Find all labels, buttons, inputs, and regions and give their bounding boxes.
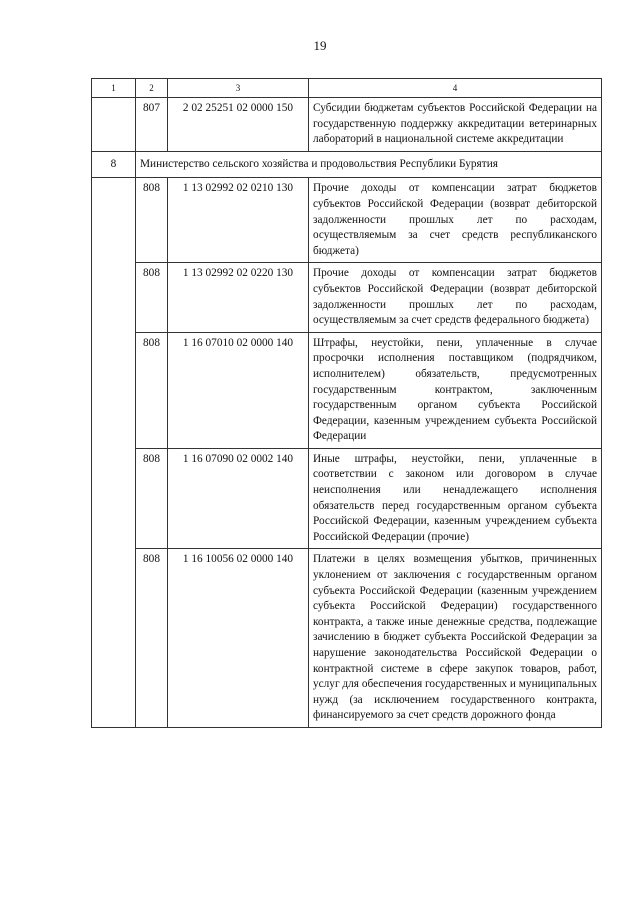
row-number-cell — [92, 448, 136, 549]
header-col-3: 3 — [168, 79, 309, 98]
admin-code: 807 — [136, 98, 168, 152]
page-number: 19 — [313, 38, 327, 53]
header-col-4: 4 — [309, 79, 602, 98]
section-number: 8 — [92, 151, 136, 178]
row-number-cell — [92, 98, 136, 152]
revenue-description: Субсидии бюджетам субъектов Российской Федерации на государственную поддержку аккредитации ветеринарных лабораторий в национальной системе аккредитации — [309, 98, 602, 152]
section-row — [92, 151, 602, 178]
revenue-code: 1 13 02992 02 0210 130 — [168, 178, 309, 263]
table-header-row — [92, 79, 602, 98]
section-title: Министерство сельского хозяйства и продовольствия Республики Бурятия — [136, 151, 602, 178]
table-row — [92, 263, 602, 332]
revenue-code: 1 16 07090 02 0002 140 — [168, 448, 309, 549]
admin-code: 808 — [136, 448, 168, 549]
revenue-description: Прочие доходы от компенсации затрат бюджетов субъектов Российской Федерации (возврат дебиторской задолженности прошлых лет по расходам, осуществляемым за счет средств федерального бюджета) — [309, 263, 602, 332]
table-row — [92, 549, 602, 728]
revenue-description: Иные штрафы, неустойки, пени, уплаченные в соответствии с законом или договором в случае неисполнения или ненадлежащего исполнения обязательств перед государственным органом субъекта Российской Федерации, казенным учреждением субъекта Российской Федерации (прочие) — [309, 448, 602, 549]
admin-code: 808 — [136, 549, 168, 728]
table-row — [92, 98, 602, 152]
admin-code: 808 — [136, 332, 168, 448]
row-number-cell — [92, 549, 136, 728]
revenue-codes-table — [91, 78, 602, 728]
revenue-description: Платежи в целях возмещения убытков, причиненных уклонением от заключения с государственным органом субъекта Российской Федерации (казенным учреждением субъекта Российской Федерации) государственного контракта, а также иные денежные средства, подлежащие зачислению в бюджет субъекта Российской Федерации за нарушение законодательства Российской Федерации о контрактной системе в сфере закупок товаров, работ, услуг для обеспечения государственных и муниципальных нужд (за исключением государственного контракта, финансируемого за счет средств дорожного фонда — [309, 549, 602, 728]
table-row — [92, 448, 602, 549]
revenue-code: 2 02 25251 02 0000 150 — [168, 98, 309, 152]
table-row — [92, 178, 602, 263]
revenue-code: 1 13 02992 02 0220 130 — [168, 263, 309, 332]
revenue-description: Прочие доходы от компенсации затрат бюджетов субъектов Российской Федерации (возврат дебиторской задолженности прошлых лет по расходам, осуществляемым за счет средств республиканского бюджета) — [309, 178, 602, 263]
revenue-description: Штрафы, неустойки, пени, уплаченные в случае просрочки исполнения поставщиком (подрядчиком, исполнителем) обязательств, предусмотренных государственным контрактом, заключенным государственным органом субъекта Российской Федерации, казенным учреждением субъекта Российской Федерации — [309, 332, 602, 448]
row-number-cell — [92, 332, 136, 448]
admin-code: 808 — [136, 263, 168, 332]
header-col-1: 1 — [92, 79, 136, 98]
row-number-cell — [92, 263, 136, 332]
revenue-code: 1 16 10056 02 0000 140 — [168, 549, 309, 728]
header-col-2: 2 — [136, 79, 168, 98]
table-row — [92, 332, 602, 448]
admin-code: 808 — [136, 178, 168, 263]
row-number-cell — [92, 178, 136, 263]
revenue-code: 1 16 07010 02 0000 140 — [168, 332, 309, 448]
